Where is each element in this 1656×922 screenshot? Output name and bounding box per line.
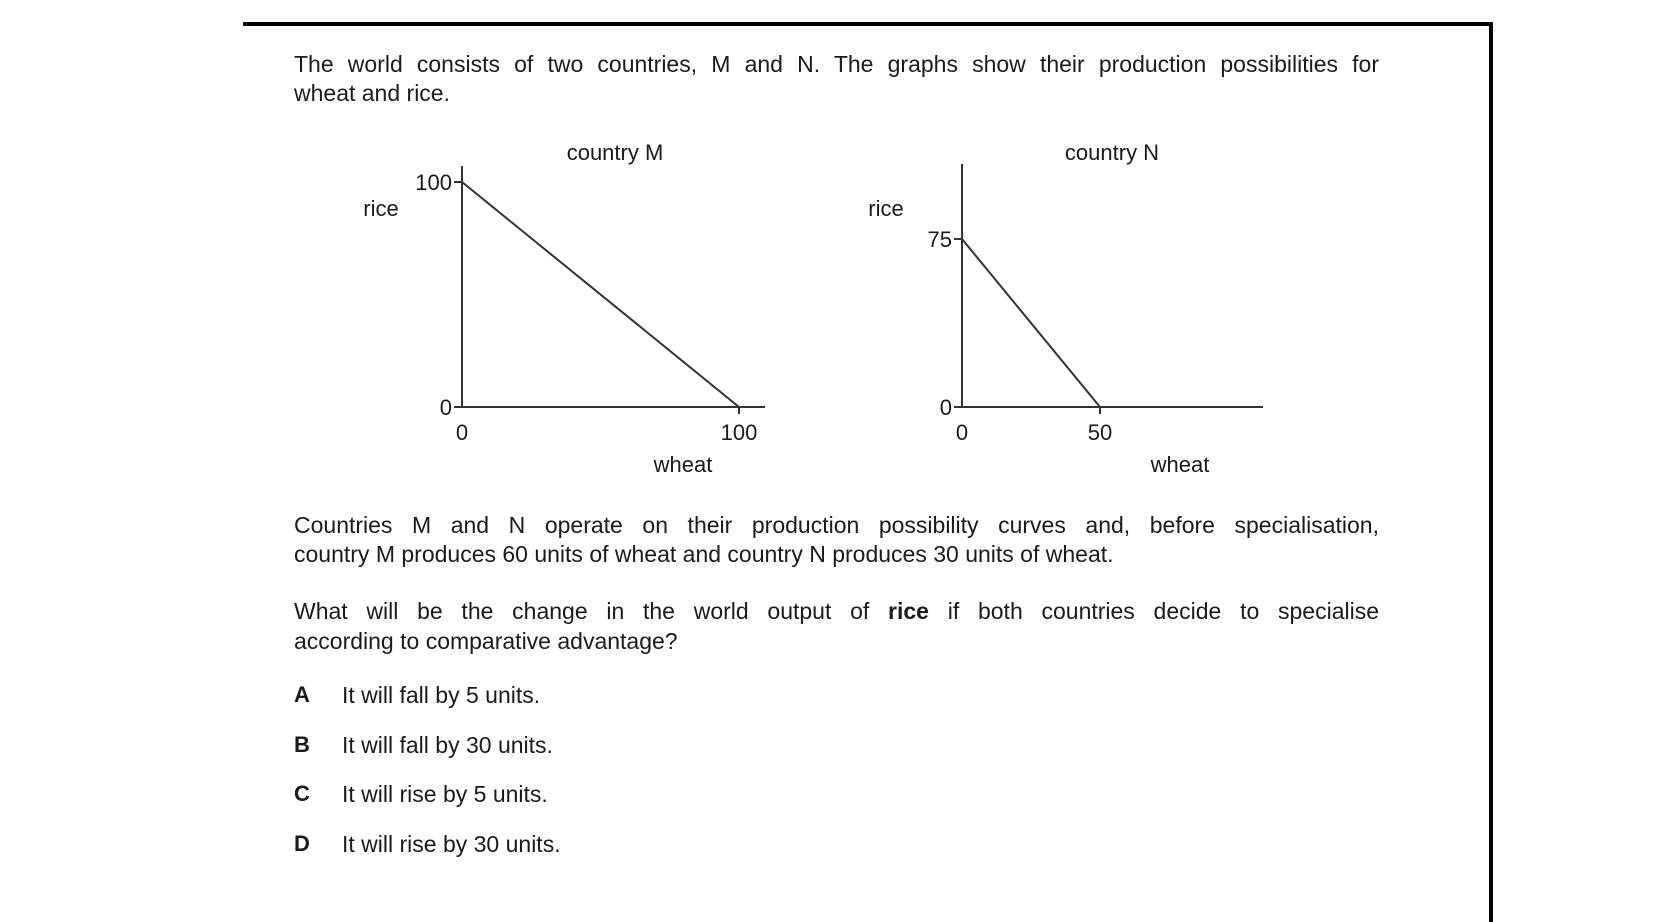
- chart-n-xtick-label-50: 50: [1087, 420, 1113, 445]
- option-d-letter[interactable]: D: [294, 831, 310, 856]
- option-b-text[interactable]: It will fall by 30 units.: [342, 732, 553, 758]
- chart-n-ylabel: rice: [868, 196, 904, 221]
- question-bold-rice: rice: [888, 598, 929, 624]
- option-b-letter[interactable]: B: [294, 732, 310, 757]
- option-c-text[interactable]: It will rise by 5 units.: [342, 781, 548, 807]
- question-line-2: according to comparative advantage?: [294, 628, 678, 654]
- option-c-letter[interactable]: C: [294, 781, 310, 806]
- option-a-text[interactable]: It will fall by 5 units.: [342, 682, 541, 708]
- chart-m-ytick-label-100: 100: [415, 170, 452, 195]
- context-line-1: Countries M and N operate on their production possibility curves and, before specialisation,: [294, 512, 1379, 538]
- chart-m-ppc-line: [462, 182, 739, 407]
- chart-m-xtick-label-0: 0: [455, 420, 469, 445]
- chart-n-ppc-line: [962, 239, 1100, 407]
- question-line-1: [294, 597, 1379, 626]
- chart-m-xlabel: wheat: [653, 452, 713, 477]
- chart-m-ylabel: rice: [363, 196, 399, 221]
- chart-m-xtick-label-100: 100: [720, 420, 758, 445]
- intro-line-1: The world consists of two countries, M and N. The graphs show their production possibilities for: [294, 51, 1379, 77]
- option-d-text[interactable]: It will rise by 30 units.: [342, 831, 561, 857]
- chart-country-m: [363, 140, 765, 477]
- option-a-letter[interactable]: A: [294, 682, 310, 707]
- chart-m-title: country M: [566, 140, 664, 165]
- context-line-2: country M produces 60 units of wheat and country N produces 30 units of wheat.: [294, 541, 1114, 567]
- chart-n-ytick-label-75: 75: [927, 227, 952, 252]
- chart-m-ytick-label-0: 0: [439, 395, 452, 420]
- chart-n-title: country N: [1064, 140, 1160, 165]
- question-text-before: What will be the change in the world output of: [294, 598, 870, 624]
- question-text-after: if both countries decide to specialise: [947, 598, 1379, 624]
- chart-n-xlabel: wheat: [1150, 452, 1210, 477]
- intro-line-2: wheat and rice.: [294, 80, 450, 106]
- chart-n-xtick-label-0: 0: [955, 420, 969, 445]
- chart-n-ytick-label-0: 0: [939, 395, 952, 420]
- chart-country-n: [868, 140, 1263, 477]
